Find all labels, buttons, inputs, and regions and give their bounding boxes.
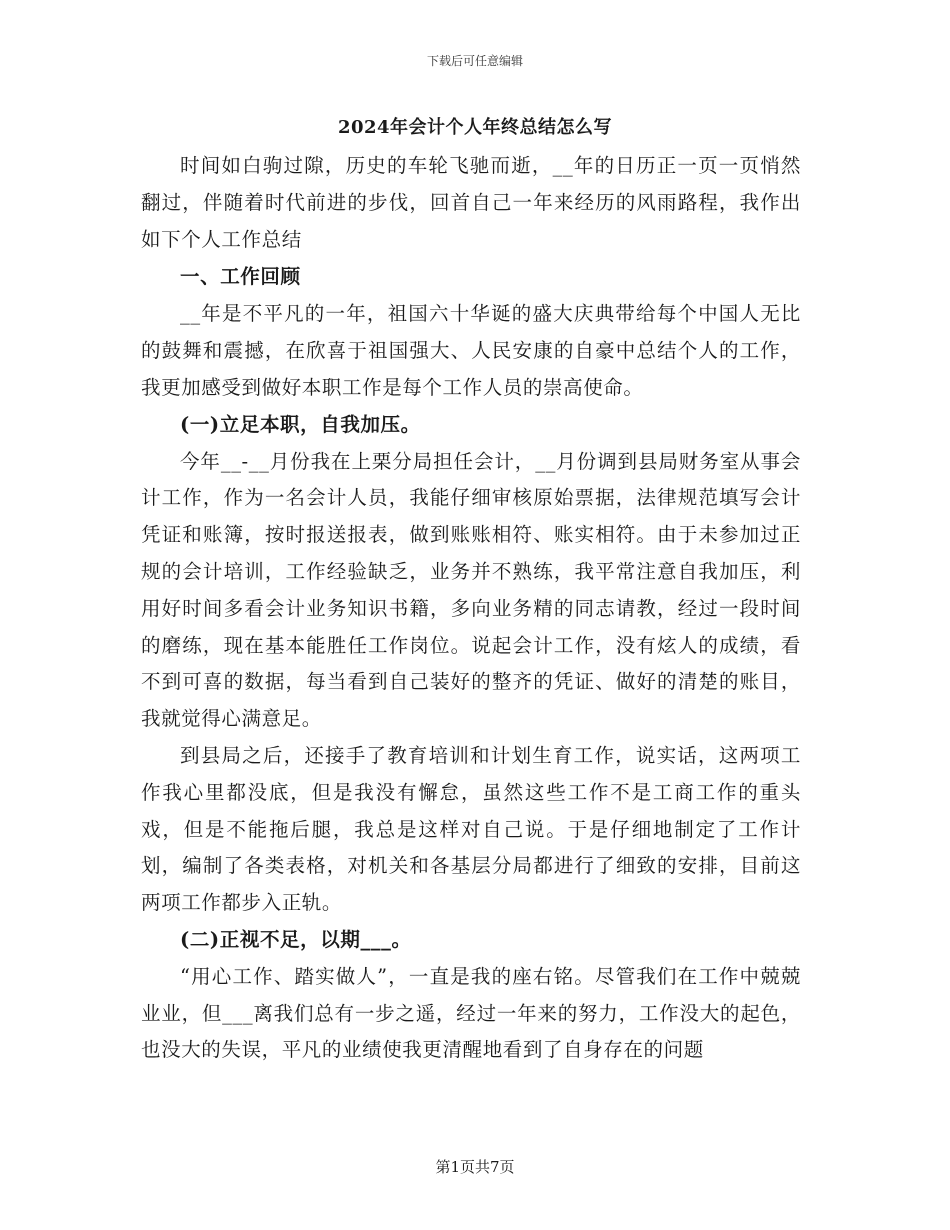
- document-body: [141, 148, 801, 1069]
- subsection-heading-1: (一)立足本职，自我加压。: [180, 412, 421, 436]
- review-paragraph: __年是不平凡的一年，祖国六十华诞的盛大庆典带给每个中国人无比的鼓舞和震撼，在欣喜于祖国强大、人民安康的自豪中总结个人的工作，我更加感受到做好本职工作是每个工作人员的崇高使命。: [141, 302, 801, 399]
- page-indicator: 第1页共7页: [435, 1158, 515, 1176]
- document-title: 2024年会计个人年终总结怎么写: [337, 117, 613, 138]
- training-work-paragraph: 到县局之后，还接手了教育培训和计划生育工作，说实话，这两项工作我心里都没底，但是我没有懈怠，虽然这些工作不是工商工作的重头戏，但是不能拖后腿，我总是这样对自己说。于是仔细地制定了工作计划，编制了各类表格，对机关和各基层分局都进行了细致的安排，目前这两项工作都步入正轨。: [141, 743, 801, 915]
- accounting-work-paragraph: 今年__-__月份我在上栗分局担任会计，__月份调到县局财务室从事会计工作，作为一名会计人员，我能仔细审核原始票据，法律规范填写会计凭证和账簿，按时报送报表，做到账账相符、账实相符。由于未参加过正规的会计培训，工作经验缺乏，业务并不熟练，我平常注意自我加压，利用好时间多看会计业务知识书籍，多向业务精的同志请教，经过一段时间的磨练，现在基本能胜任工作岗位。说起会计工作，没有炫人的成绩，看不到可喜的数据，每当看到自己装好的整齐的凭证、做好的清楚的账目，我就觉得心满意足。: [141, 449, 801, 731]
- intro-paragraph: 时间如白驹过隙，历史的车轮飞驰而逝，__年的日历正一页一页悄然翻过，伴随着时代前进的步伐，回首自己一年来经历的风雨路程，我作出如下个人工作总结: [141, 154, 801, 251]
- subsection-heading-2: (二)正视不足，以期___。: [180, 927, 412, 951]
- section-heading-review: 一、工作回顾: [180, 265, 301, 289]
- shortcomings-paragraph: “用心工作、踏实做人”，一直是我的座右铭。尽管我们在工作中兢兢业业，但___离我们总有一步之遥，经过一年来的努力，工作没大的起色，也没大的失误，平凡的业绩使我更清醒地看到了自身存在的问题: [141, 964, 801, 1062]
- header-note: 下载后可任意编辑: [426, 54, 523, 68]
